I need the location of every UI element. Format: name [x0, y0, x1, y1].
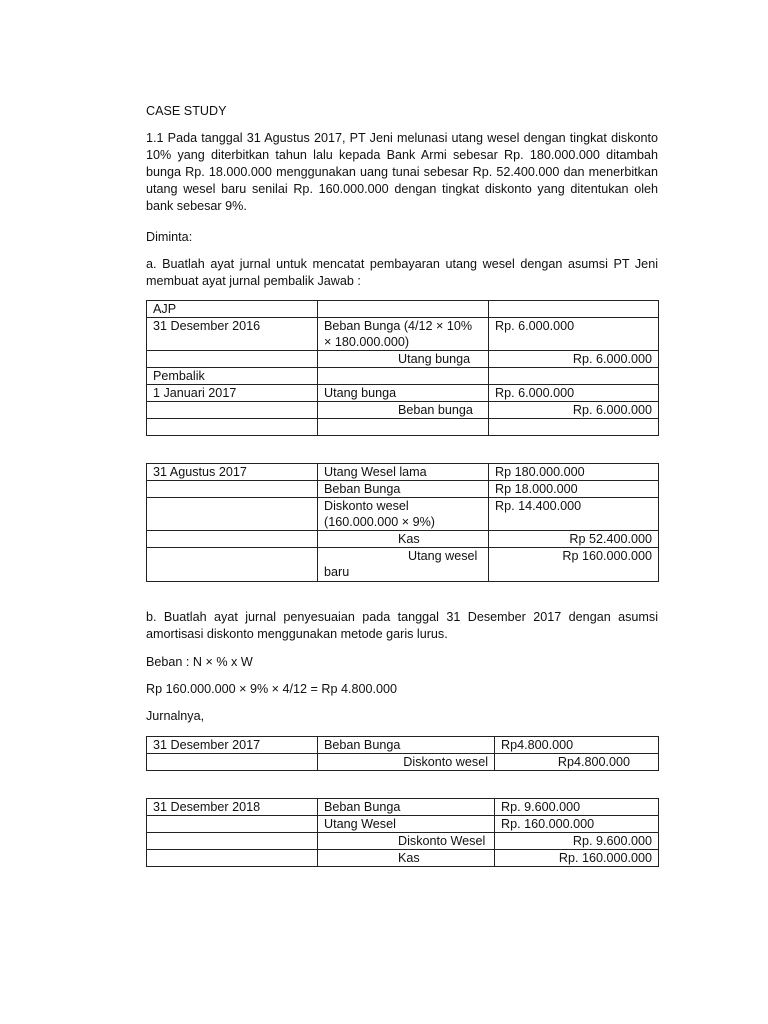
table-cell: [147, 419, 318, 436]
table-cell: Rp4.800.000: [495, 737, 659, 754]
table-cell: [147, 481, 318, 498]
table-row: [147, 419, 659, 436]
table-cell: Utang bunga: [318, 385, 489, 402]
table-row: [147, 531, 659, 548]
table-cell: Rp4.800.000: [495, 754, 659, 771]
table-cell: [318, 419, 489, 436]
table-cell: [489, 301, 659, 318]
table-cell: [147, 351, 318, 368]
table-cell: Rp. 9.600.000: [495, 833, 659, 850]
table-cell: Utang Wesel: [318, 816, 495, 833]
baru-line: baru: [324, 565, 350, 579]
table-cell: [147, 548, 318, 582]
table-cell: Beban Bunga (4/12 × 10% × 180.000.000): [318, 318, 489, 351]
table-cell: Utang Wesel lama: [318, 464, 489, 481]
journal-table-ajp: [146, 300, 659, 436]
table-cell: Rp. 14.400.000: [489, 498, 659, 531]
table-cell: Rp 180.000.000: [489, 464, 659, 481]
table-cell: Utang bunga: [318, 351, 489, 368]
table-row: [147, 799, 659, 816]
table-cell: [318, 301, 489, 318]
table-row: [147, 850, 659, 867]
table-row: [147, 402, 659, 419]
table-cell: [318, 548, 489, 582]
table-cell: [147, 754, 318, 771]
table-cell: [147, 833, 318, 850]
table-cell: [147, 498, 318, 531]
part-b-text: b. Buatlah ayat jurnal penyesuaian pada tanggal 31 Desember 2017 dengan asumsi amortisasi diskonto menggunakan metode garis lurus.: [146, 610, 658, 641]
table-cell: Rp. 9.600.000: [495, 799, 659, 816]
table-cell: Kas: [318, 850, 495, 867]
table-cell: [489, 419, 659, 436]
table-row: [147, 464, 659, 481]
question-1-text: 1.1 Pada tanggal 31 Agustus 2017, PT Jeni melunasi utang wesel dengan tingkat diskonto 10% yang diterbitkan tahun lalu kepada Bank Armi sebesar Rp. 180.000.000 ditambah bunga Rp. 18.000.000 menggunakan uang tunai sebesar Rp. 52.400.000 dan menerbitkan utang wesel baru senilai Rp. 160.000.000 dengan tingkat diskonto yang ditentukan oleh bank sebesar 9%.: [146, 131, 658, 213]
table-cell: [147, 850, 318, 867]
table-cell: 1 Januari 2017: [147, 385, 318, 402]
table-cell: Rp. 6.000.000: [489, 402, 659, 419]
table-cell: Pembalik: [147, 368, 318, 385]
table-cell: Rp. 160.000.000: [495, 816, 659, 833]
table-row: [147, 498, 659, 531]
table-row: [147, 301, 659, 318]
table-row: [147, 318, 659, 351]
table-row: [147, 368, 659, 385]
table-cell: Beban bunga: [318, 402, 489, 419]
table-cell: 31 Desember 2017: [147, 737, 318, 754]
table-cell: [318, 368, 489, 385]
table-row: [147, 816, 659, 833]
journal-table-2017: [146, 736, 659, 771]
part-a-text: a. Buatlah ayat jurnal untuk mencatat pembayaran utang wesel dengan asumsi PT Jeni membuat ayat jurnal pembalik Jawab :: [146, 257, 658, 288]
table-cell: Rp 160.000.000: [489, 548, 659, 582]
table-cell: 31 Desember 2016: [147, 318, 318, 351]
table-cell: Diskonto wesel: [318, 754, 495, 771]
table-cell: [147, 531, 318, 548]
table-cell: Diskonto Wesel: [318, 833, 495, 850]
table-row: [147, 548, 659, 582]
journal-table-agustus: [146, 463, 659, 582]
table-row: [147, 737, 659, 754]
table-cell: 31 Desember 2018: [147, 799, 318, 816]
table-cell: Rp 18.000.000: [489, 481, 659, 498]
table-cell: Beban Bunga: [318, 799, 495, 816]
table-cell: Rp. 6.000.000: [489, 385, 659, 402]
utang-wesel-line: Utang wesel: [408, 549, 478, 563]
table-cell: Rp. 6.000.000: [489, 351, 659, 368]
journal-table-2018: [146, 798, 659, 867]
jurnalnya-label: Jurnalnya,: [146, 709, 205, 723]
table-cell: Beban Bunga: [318, 737, 495, 754]
table-cell: [147, 816, 318, 833]
table-cell: Rp. 6.000.000: [489, 318, 659, 351]
formula-beban: Beban : N × % x W: [146, 655, 253, 669]
table-cell: Rp 52.400.000: [489, 531, 659, 548]
table-cell: [147, 402, 318, 419]
table-cell: 31 Agustus 2017: [147, 464, 318, 481]
case-study-title: CASE STUDY: [146, 104, 227, 118]
table-row: [147, 833, 659, 850]
table-row: [147, 481, 659, 498]
table-cell: Kas: [318, 531, 489, 548]
table-cell: Rp. 160.000.000: [495, 850, 659, 867]
table-row: [147, 351, 659, 368]
formula-calculation: Rp 160.000.000 × 9% × 4/12 = Rp 4.800.000: [146, 682, 398, 696]
table-cell: [489, 368, 659, 385]
diminta-label: Diminta:: [146, 230, 193, 244]
table-cell: AJP: [147, 301, 318, 318]
table-cell: Diskonto wesel (160.000.000 × 9%): [318, 498, 489, 531]
table-cell: Beban Bunga: [318, 481, 489, 498]
table-row: [147, 754, 659, 771]
table-row: [147, 385, 659, 402]
